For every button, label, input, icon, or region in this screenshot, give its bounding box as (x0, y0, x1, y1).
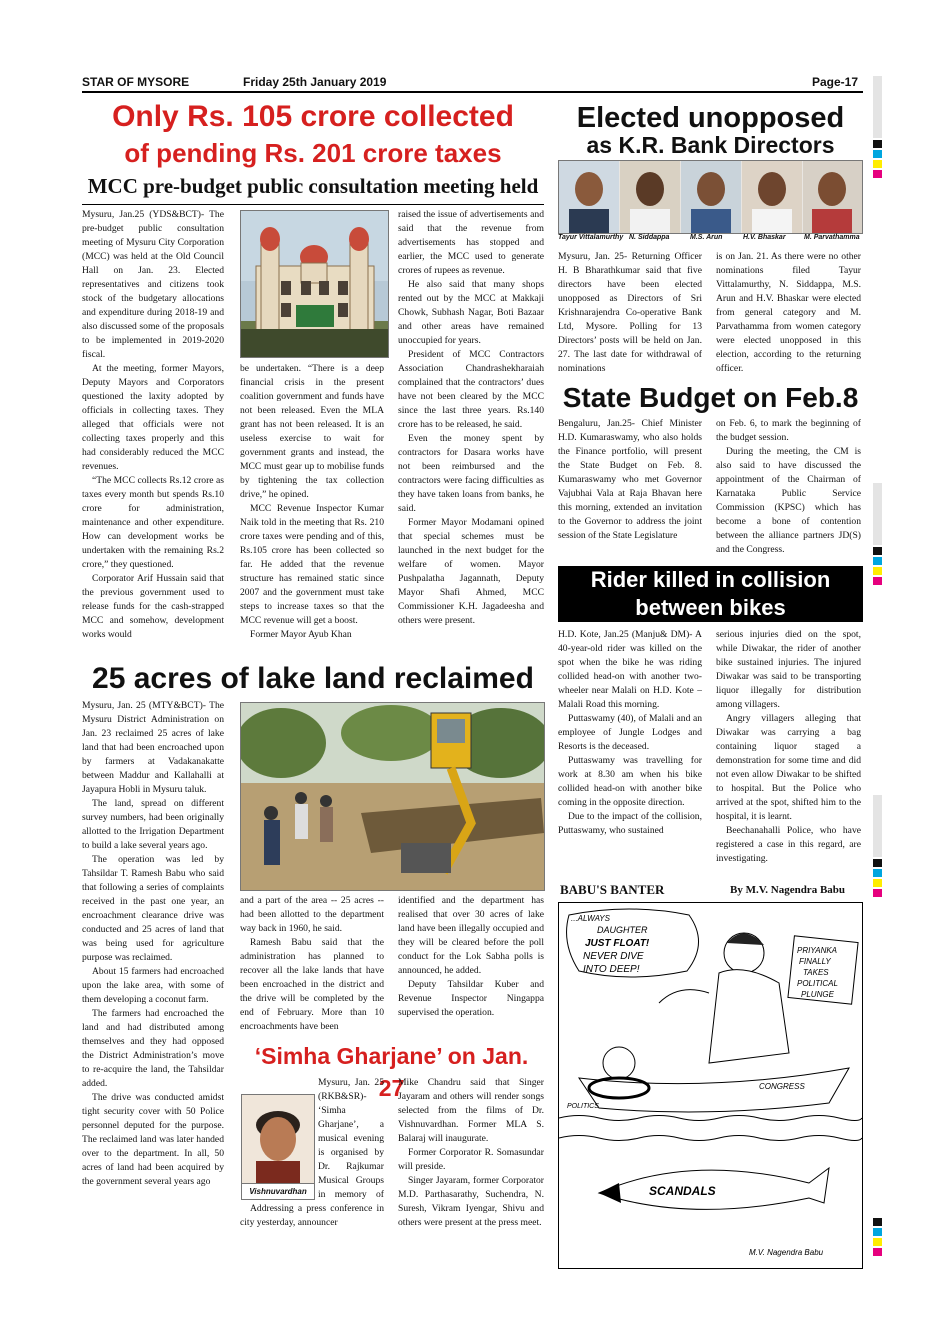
paragraph: Due to the impact of the collision, Puttaswamy, who sustained (558, 811, 702, 836)
simha-column-1-wrap (318, 1076, 384, 1202)
sign-line: TAKES (803, 968, 829, 977)
paragraph: Mysuru, Jan. 25 (RKB&SR)- ‘Simha Gharjane’, a musical evening is organised by Dr. Rajkumar Musical Groups in memory of (318, 1077, 384, 1200)
budget-column-2 (716, 417, 861, 557)
bubble-line: DAUGHTER (597, 925, 648, 935)
paragraph: Singer Jayaram, former Corporator M.D. Parthasarathy, Suchendra, N. Suresh, Vikram Iyengar, Shivu and others were present at the press meet. (398, 1175, 544, 1228)
paragraph: “The MCC collects Rs.12 crore as taxes every month but spends Rs.10 crore for administration, maintenance and other expenditure. How can development works be undertaken with the remaining Rs.2 crore,” they questioned. (82, 475, 224, 570)
paragraph: During the meeting, the CM is also said to have discussed the appointment of the Chairman of Karnataka Public Service Commission (KPSC) which has become a bone of contention between the alliance partners JD(S) and the Congress. (716, 446, 861, 555)
grey-bar (873, 76, 882, 138)
paragraph: identified and the department has realised that over 30 acres of lake land have been illegally occupied and they will be cleared before the poll conduct for the Lok Sabha polls is announced, he added. (398, 895, 544, 976)
cyan-swatch (873, 1228, 882, 1236)
paragraph: Mysuru, Jan.25 (YDS&BCT)- The pre-budget public consultation meeting of Mysuru City Corporation (MCC) was held at the Old Council Hall on Jan. 23. Elected representatives and citizens took stock of the budgetary allocations and expenditure during 2018-19 and also discussed some of the proposals to be implemented in 2019-2020 fiscal. (82, 209, 224, 360)
paragraph: Even the money spent by contractors for Dasara works have not been reimbursed and the contractors were facing difficulties as they have taken loans from banks, he said. (398, 433, 544, 514)
budget-headline: State Budget on Feb.8 (562, 382, 859, 413)
cyan-swatch (873, 150, 882, 158)
lake-column-1 (82, 699, 224, 1269)
bubble-line: NEVER DIVE (583, 951, 644, 962)
paragraph: Former Corporator R. Somasundar will preside. (398, 1147, 544, 1172)
bank-column-1 (558, 250, 702, 376)
magenta-swatch (873, 170, 882, 178)
photo-caption: Vishnuvardhan (242, 1183, 314, 1200)
bubble-line: ...ALWAYS (571, 914, 610, 923)
paragraph: Mike Chandru said that Singer Jayaram and others will render songs selected from the films of Dr. Vishnuvardhan. Former MLA S. Balaraj will inaugurate. (398, 1077, 544, 1144)
simha-headline: ‘Simha Gharjane’ on Jan. 27 (254, 1043, 529, 1101)
sign-line: PLUNGE (801, 990, 834, 999)
paragraph: Former Mayor Ayub Khan (250, 629, 352, 640)
paper-name: STAR OF MYSORE (82, 75, 190, 89)
director-caption: N. Siddappa (629, 234, 670, 241)
paragraph: Former Mayor Modamani opined that special schemes must be launched in the next budget for the welfare of women. Mayor Pushpalatha Jagannath, Deputy Mayor Shafi Ahmed, MCC Commissioner K.H. Jagadeesha and others were present. (398, 517, 544, 626)
grey-bar (873, 483, 882, 545)
magenta-swatch (873, 577, 882, 585)
mcc-rule (82, 204, 544, 205)
excavator-scene (241, 703, 544, 890)
cyan-swatch (873, 557, 882, 565)
masthead-rule (82, 91, 863, 93)
paragraph: Bengaluru, Jan.25- Chief Minister H.D. Kumaraswamy, who also holds the Finance portfolio, will present the State Budget on Feb. 8. Kumaraswamy who met Governor Vajubhai Vala at Raja Bhavan here this morning, extended an invitation to the Governor to address the joint session of the State Legislature (558, 418, 702, 541)
mcc-subhead: MCC pre-budget public consultation meeting held (87, 174, 539, 198)
black-swatch (873, 547, 882, 555)
cyan-swatch (873, 869, 882, 877)
paragraph: on Feb. 6, to mark the beginning of the budget session. (716, 418, 861, 443)
yellow-swatch (873, 160, 882, 168)
sign-line: PRIYANKA (797, 946, 838, 955)
paragraph: Puttaswamy was travelling for work at 8.30 am when his bike collided head-on with another bike coming in the opposite direction. (558, 755, 702, 808)
rider-headline-1: Rider killed in collision (590, 567, 831, 592)
simha-column-2 (398, 1076, 544, 1270)
paragraph: The land, spread on different survey numbers, had been originally allotted to the Irrigation Department to build a lake several years ago. (82, 798, 224, 851)
lake-column-2 (240, 894, 384, 1036)
paragraph: The farmers had encroached the land and had distributed among themselves and they had opposed the District Administration’s move to re-acquire the land, the Tahsildar added. (82, 1008, 224, 1089)
cartoon-panel (558, 902, 863, 1269)
paragraph: is on Jan. 21. As there were no other nominations filed Tayur Vittalamurthy, N. Siddappa, M.S. Arun and H.V. Bhaskar were elected from general category and M. Parvathamma from women category were elected unopposed in this election, according to the returning officer. (716, 251, 861, 374)
boat-label: CONGRESS (759, 1082, 805, 1091)
paragraph: Addressing a press conference in city yesterday, announcer (240, 1203, 384, 1228)
paragraph: Angry villagers alleging that Diwakar was carrying a bag containing liquor staged a demonstration for some time and did not even allow Diwakar to be shifted to hospital. But the Police who arrived at the spot, shifted him to the hospital, it is learnt. (716, 713, 861, 822)
issue-date: Friday 25th January 2019 (243, 75, 387, 89)
yellow-swatch (873, 879, 882, 887)
paragraph: The drive was conducted amidst tight security cover with 50 Police personnel deputed for the purpose. The reclaimed land was later handed over to the department. In all, 50 acres of land had been acquired by the government several years ago (82, 1092, 224, 1187)
bank-headline-1: Elected unopposed (576, 102, 845, 134)
magenta-swatch (873, 1248, 882, 1256)
paragraph: H.D. Kote, Jan.25 (Manju& DM)- A 40-year-old rider was killed on the spot when the bike he was riding collided head-on with another two-wheeler near Malali on H.D. Kote –Malali Road this morning. (558, 629, 702, 710)
portrait-illustration (242, 1095, 314, 1183)
paragraph: and a part of the area -- 25 acres -- had been allotted to the department way back in 1960, he said. (240, 895, 384, 934)
rider-headline-2: between bikes (635, 595, 786, 620)
paragraph: He also said that many shops rented out by the MCC at Makkaji Chowk, Subhash Nagar, Boti Bazaar and other areas have remained unoccupied for years. (398, 279, 544, 346)
black-swatch (873, 1218, 882, 1226)
paragraph: The operation was led by Tahsildar T. Ramesh Babu who said that following a series of complaints received in the past one year, an encroachment clearance drive was conducted and 25 acres of land that was being used for agriculture purpose was reclaimed. (82, 854, 224, 963)
bubble-line: JUST FLOAT! (585, 938, 650, 949)
mcc-column-2 (240, 362, 384, 660)
cartoon-title: BABU'S BANTER (560, 882, 665, 897)
paragraph: Corporator Arif Hussain said that the previous government used to release funds for the cash-strapped MCC and somehow, development works would (82, 573, 224, 640)
mcc-headline-1: Only Rs. 105 crore collected (112, 100, 514, 133)
directors-photo-strip (558, 160, 863, 234)
director-caption: M. Parvathamma (804, 234, 860, 241)
paragraph: raised the issue of advertisements and said that the revenue from advertisements has stopped and earlier, the MCC used to generate crores of rupees as revenue. (398, 209, 544, 276)
paragraph: be undertaken. “There is a deep financial crisis in the present coalition government and funds have not been released. Even the MLA grant has not been released. It is an useless exercise to wait for government grants and instead, the MCC must gear up to mobilise funds by tightening the tax collection drive,” he opined. (240, 363, 384, 500)
mcc-column-1 (82, 208, 224, 660)
paragraph: Mysuru, Jan. 25- Returning Officer H. B Bharathkumar said that five directors have been elected unopposed as Directors of Sri Krishnarajendra Co-operative Bank Ltd, Mysore. Polling for 13 Directors’ posts will be held on Jan. 27. The last date for withdrawal of nominations (558, 251, 702, 374)
paragraph: President of MCC Contractors Association Chandrashekharaiah complained that the contractors’ dues have not been cleared by the MCC since the last three years. Rs.140 crore has to be released, he said. (398, 349, 544, 430)
cartoon-signature: M.V. Nagendra Babu (749, 1248, 824, 1257)
mcc-headline-2: of pending Rs. 201 crore taxes (124, 138, 502, 168)
sign-line: POLITICAL (797, 979, 838, 988)
budget-column-1 (558, 417, 702, 557)
cartoon-drawing (559, 903, 862, 1268)
yellow-swatch (873, 1238, 882, 1246)
paragraph: Mysuru, Jan. 25 (MTY&BCT)- The Mysuru District Administration on Jan. 23 reclaimed 25 acres of lake land that had been encroached upon by farmers at Vadakanakatte between Maddur and Kallahalli at Jayapura Hobli in Mysuru taluk. (82, 700, 224, 795)
paragraph: Deputy Tahsildar Kuber and Revenue Inspector Ningappa supervised the operation. (398, 979, 544, 1018)
lake-headline: 25 acres of lake land reclaimed (92, 662, 534, 695)
paragraph: serious injuries died on the spot, while Diwakar, the rider of another bike sustained injuries. The injured Diwakar was said to be transporting liquor illegally for distribution among villagers. (716, 629, 861, 710)
cartoon-byline: By M.V. Nagendra Babu (730, 884, 846, 896)
palace-illustration (241, 211, 388, 357)
magenta-swatch (873, 889, 882, 897)
paragraph: Beechanahalli Police, who have registered a case in this regard, are investigating. (716, 825, 861, 864)
lake-reclamation-photo (240, 702, 545, 891)
lake-column-3 (398, 894, 544, 1036)
vishnuvardhan-photo (241, 1094, 315, 1200)
ring-label: POLITICS (567, 1103, 599, 1110)
director-portraits (559, 161, 862, 233)
paragraph: At the meeting, former Mayors, Deputy Mayors and Corporators questioned the laxity adopted by officials in collecting taxes. They alleged that officials were not collecting taxes properly and this had considerably reduced the MCC revenues. (82, 363, 224, 472)
director-caption: Tayur Vittalamurthy (558, 234, 624, 241)
paragraph: About 15 farmers had encroached upon the lake area, with some of them developing a coconut farm. (82, 966, 224, 1005)
fish-label: SCANDALS (649, 1184, 716, 1198)
bank-column-2 (716, 250, 861, 376)
yellow-swatch (873, 567, 882, 575)
paragraph: Ramesh Babu said that the administration has planned to recover all the lake lands that have been encroached in the district and the drive will be completed by the end of February. More than 10 encroachments have been (240, 937, 384, 1032)
rider-headline-box (558, 566, 863, 622)
rider-column-2 (716, 628, 861, 868)
director-caption: H.V. Bhaskar (743, 234, 786, 241)
paragraph: MCC Revenue Inspector Kumar Naik told in the meeting that Rs. 210 crore taxes were pending and of this, Rs.105 crore has been collected so far. He added that the revenue structure has remained static since 2007 and the government must take steps to increase taxes so that the MCC revenue will get a boost. (240, 503, 384, 626)
black-swatch (873, 859, 882, 867)
simha-column-1 (240, 1202, 384, 1270)
bubble-line: INTO DEEP! (583, 964, 640, 975)
black-swatch (873, 140, 882, 148)
grey-bar (873, 795, 882, 857)
bank-headline-2: as K.R. Bank Directors (586, 132, 835, 158)
page-number: Page-17 (812, 75, 859, 89)
rider-column-1 (558, 628, 702, 868)
sign-line: FINALLY (799, 957, 831, 966)
mcc-column-3 (398, 208, 544, 660)
director-caption: M.S. Arun (690, 234, 723, 241)
mcc-building-photo (240, 210, 389, 358)
paragraph: Puttaswamy (40), of Malali and an employee of Jungle Lodges and Resorts is the deceased. (558, 713, 702, 752)
